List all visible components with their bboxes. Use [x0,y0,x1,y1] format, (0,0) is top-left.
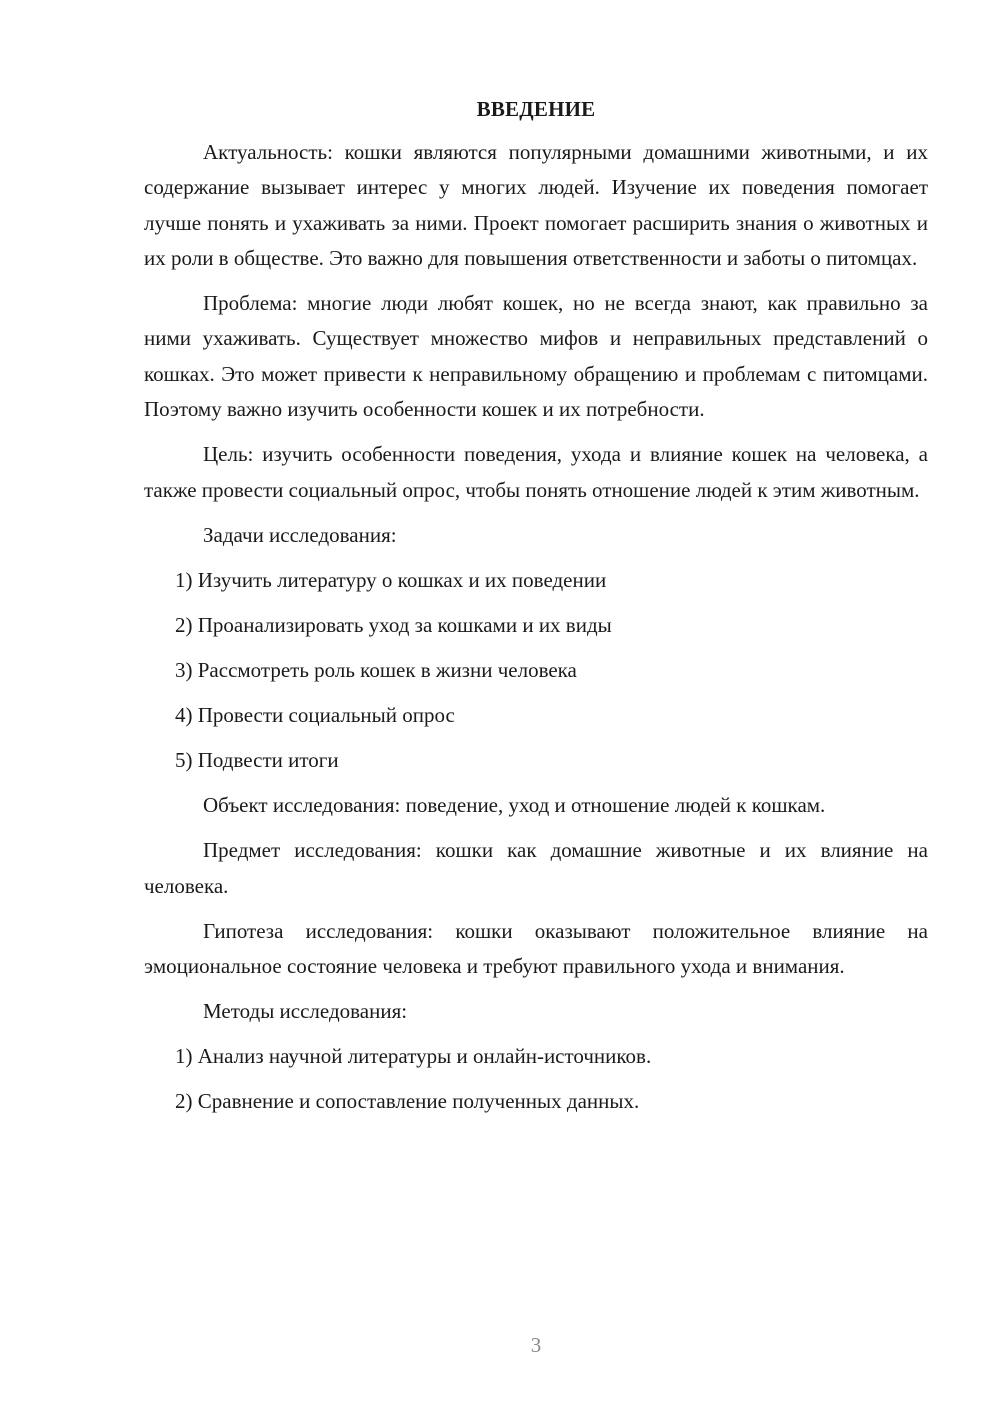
relevance-paragraph: Актуальность: кошки являются популярными домашними животными, и их содержание вызывает интерес у многих людей. Изучение их поведения помогает лучше понять и ухаживать за ними. Проект помогает расширить знания о животных и их роли в обществе. Это важно для повышения ответственности и заботы о питомцах. [144,140,928,270]
subject-paragraph: Предмет исследования: кошки как домашние животные и их влияние на человека. [144,838,928,898]
task-item: 1) Изучить литературу о кошках и их поведении [175,567,607,592]
problem-paragraph: Проблема: многие люди любят кошек, но не всегда знают, как правильно за ними ухаживать. Существует множество мифов и неправильных представлений о кошках. Это может привести к неправильному обращению и проблемам с питомцами. Поэтому важно изучить особенности кошек и их потребности. [144,291,928,422]
task-item: 4) Провести социальный опрос [175,702,455,727]
task-item: 3) Рассмотреть роль кошек в жизни человека [175,657,577,682]
object-paragraph: Объект исследования: поведение, уход и отношение людей к кошкам. [203,792,826,817]
method-item: 2) Сравнение и сопоставление полученных данных. [175,1089,640,1114]
section-title: ВВЕДЕНИЕ [476,97,596,121]
task-item: 2) Проанализировать уход за кошками и их виды [175,612,612,637]
task-item: 5) Подвести итоги [175,747,339,772]
goal-paragraph: Цель: изучить особенности поведения, ухода и влияние кошек на человека, а также провести социальный опрос, чтобы понять отношение людей к этим животным. [144,442,928,502]
method-item: 1) Анализ научной литературы и онлайн-источников. [175,1044,652,1069]
page-number: 3 [530,1333,542,1357]
hypothesis-paragraph: Гипотеза исследования: кошки оказывают положительное влияние на эмоциональное состояние человека и требуют правильного ухода и внимания. [144,918,928,979]
tasks-list [144,563,928,778]
tasks-heading: Задачи исследования: [203,522,397,547]
methods-heading: Методы исследования: [203,999,408,1024]
document-page [144,92,928,1129]
methods-list [144,1039,928,1119]
